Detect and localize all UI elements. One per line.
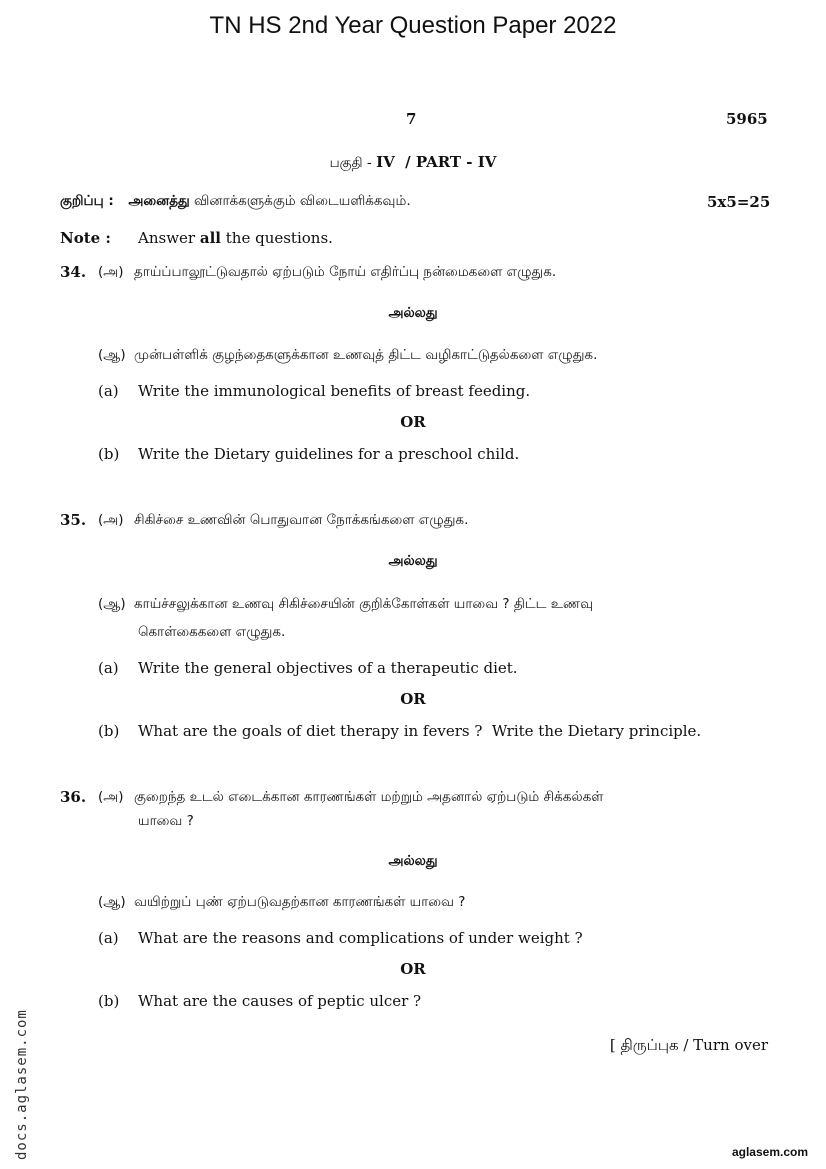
question-option-label: (a) [98,659,119,677]
question-option-text: What are the causes of peptic ulcer ? [138,992,422,1010]
part-english: PART - IV [415,153,497,171]
instruction-tamil-text: வினாக்களுக்கும் விடையளிக்கவும். [189,193,411,209]
or-tamil: அல்லது [388,853,438,869]
instruction-english [60,229,111,247]
question-option-text-continued: யாவை ? [138,813,194,829]
page-number: 7 [406,110,417,128]
watermark: docs.aglasem.com [14,1009,30,1160]
or-tamil: அல்லது [388,553,438,569]
question-option-label: (a) [98,929,119,947]
question-option-label: (a) [98,382,119,400]
note-label: Note : [60,229,111,247]
question-option-text-continued: கொள்கைகளை எழுதுக. [138,624,286,640]
part-tamil-number: IV [376,153,395,171]
or-english: OR [400,413,426,431]
note-text-pre: Answer [138,229,200,247]
question-option-label: (அ) [98,264,124,280]
question-number: 34. [60,263,87,281]
question-option-text: Write the general objectives of a therapeutic diet. [138,659,518,677]
question-option-label: (b) [98,445,120,463]
question-option-label: (அ) [98,789,124,805]
part-separator: / [394,153,416,171]
paper-code: 5965 [726,110,768,128]
question-option-label: (b) [98,722,120,740]
question-option-text: வயிற்றுப் புண் ஏற்படுவதற்கான காரணங்கள் யாவை ? [134,894,466,910]
total-marks: 5x5=25 [707,193,771,211]
or-english: OR [400,690,426,708]
question-option-text: What are the goals of diet therapy in fevers ? Write the Dietary principle. [138,722,702,740]
question-option-text: தாய்ப்பாலூட்டுவதால் ஏற்படும் நோய் எதிர்ப்பு நன்மைகளை எழுதுக. [134,264,557,280]
instruction-tamil-label: குறிப்பு : [60,193,114,209]
question-number: 35. [60,511,87,529]
question-option-label: (அ) [98,512,124,528]
question-option-label: (ஆ) [98,894,126,910]
note-text [138,229,333,247]
question-option-text: காய்ச்சலுக்கான உணவு சிகிச்சையின் குறிக்கோள்கள் யாவை ? திட்ட உணவு [134,596,594,612]
question-option-text: சிகிச்சை உணவின் பொதுவான நோக்கங்களை எழுதுக. [134,512,469,528]
question-option-text: Write the Dietary guidelines for a preschool child. [138,445,520,463]
part-heading [0,152,826,173]
instruction-tamil [60,193,411,211]
page-header-title: TN HS 2nd Year Question Paper 2022 [209,12,617,39]
question-option-label: (b) [98,992,120,1010]
question-option-text: முன்பள்ளிக் குழந்தைகளுக்கான உணவுத் திட்ட வழிகாட்டுதல்களை எழுதுக. [134,347,598,363]
question-option-text: What are the reasons and complications of under weight ? [138,929,583,947]
question-option-text: Write the immunological benefits of breast feeding. [138,382,531,400]
footer-site-name: aglasem.com [731,1145,808,1159]
question-number: 36. [60,788,87,806]
question-option-text: குறைந்த உடல் எடைக்கான காரணங்கள் மற்றும் அதனால் ஏற்படும் சிக்கல்கள் [134,789,604,805]
instruction-tamil-bold: அனைத்து [128,193,190,209]
note-text-post: the questions. [220,229,333,247]
or-english: OR [400,960,426,978]
question-option-label: (ஆ) [98,347,126,363]
note-text-bold: all [199,229,221,247]
part-tamil: பகுதி - [329,155,377,171]
question-option-label: (ஆ) [98,596,126,612]
turn-over-note: [ திருப்புக / Turn over [609,1036,768,1054]
or-tamil: அல்லது [388,305,438,321]
